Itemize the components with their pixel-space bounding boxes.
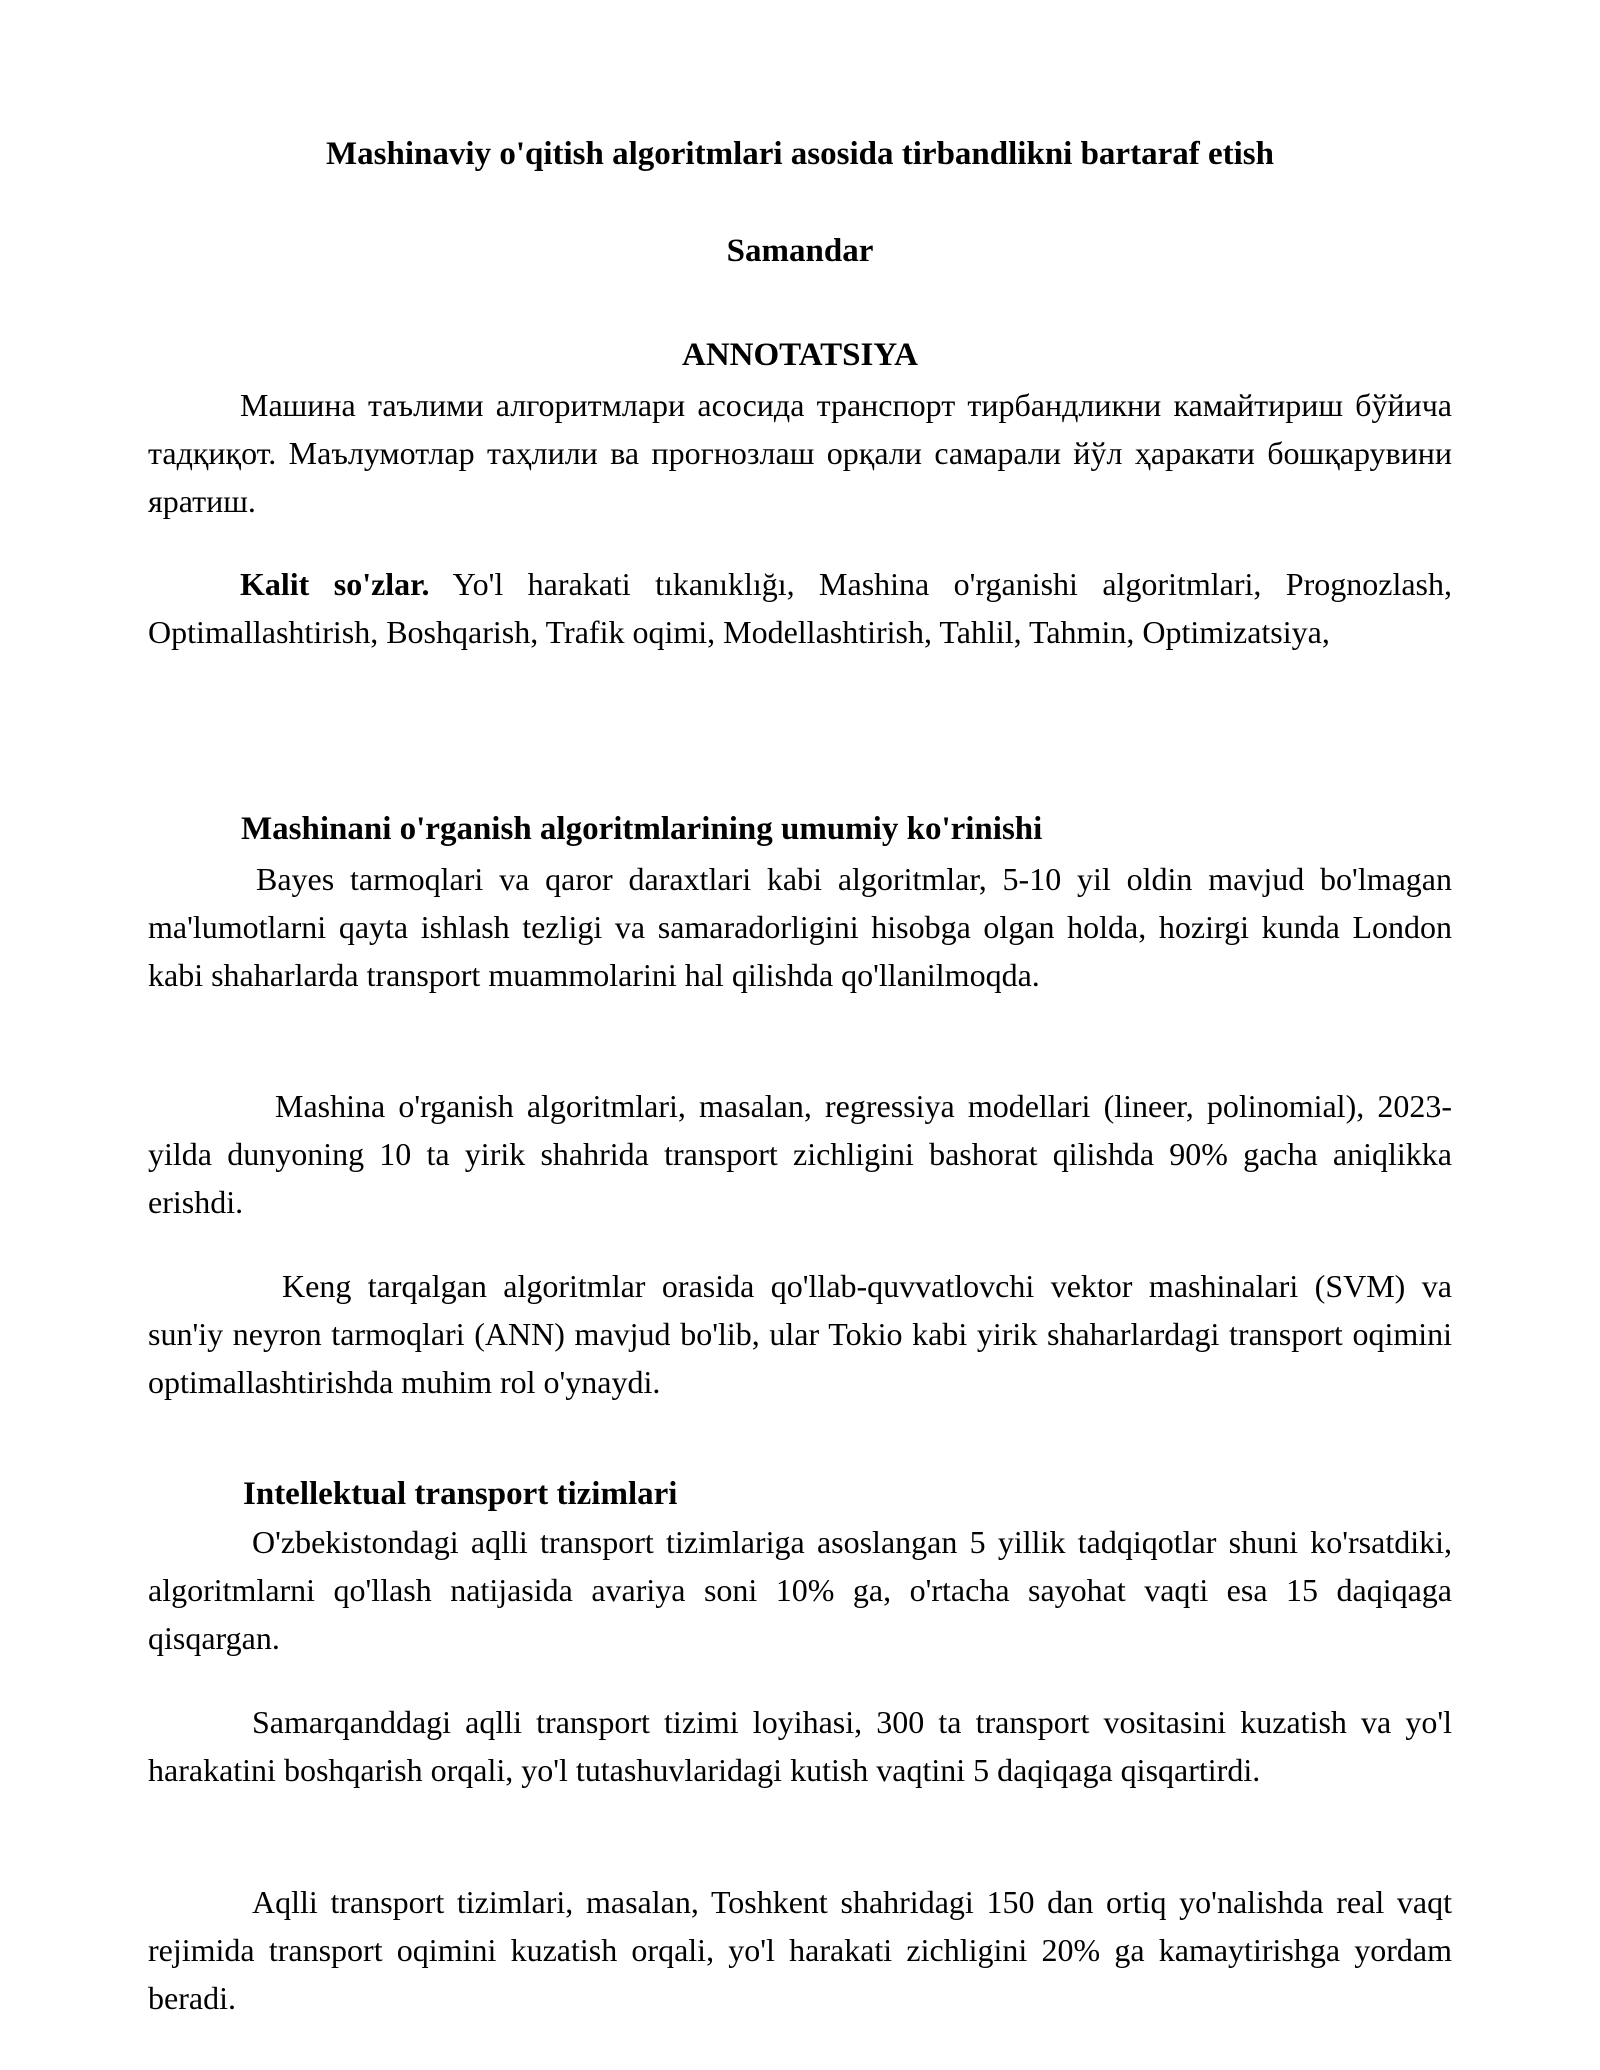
section-2-paragraph-2: Samarqanddagi aqlli transport tizimi loyihasi, 300 ta transport vositasini kuzatish va yo'l harakatini boshqarish orqali, yo'l tutashuvlaridagi kutish vaqtini 5 daqiqaga qisqartirdi. <box>148 1704 1452 1788</box>
keywords-text: Yo'l harakati tıkanıklığı, Mashina o'rganishi algoritmlari, Prognozlash, Optimallashtirish, Boshqarish, Trafik oqimi, Modellashtirish, Tahlil, Tahmin, Optimizatsiya, <box>148 566 1452 650</box>
abstract-text: Машина таълими алгоритмлари асосида транспорт тирбандликни камайтириш бўйича тадқиқот. Маълумотлар таҳлили ва прогнозлаш орқали самарали йўл ҳаракати бошқарувини яратиш. <box>148 387 1452 519</box>
section-heading-its: Intellektual transport tizimlari <box>243 1476 678 1512</box>
section-1-paragraph-3: Keng tarqalgan algoritmlar orasida qo'llab-quvvatlovchi vektor mashinalari (SVM) va sun'iy neyron tarmoqlari (ANN) mavjud bo'lib, ular Tokio kabi yirik shaharlardagi transport oqimini optimallashtirishda muhim rol o'ynaydi. <box>148 1268 1452 1400</box>
section-1-paragraph-1: Bayes tarmoqlari va qaror daraxtlari kabi algoritmlar, 5-10 yil oldin mavjud bo'lmagan ma'lumotlarni qayta ishlash tezligi va samaradorligini hisobga olgan holda, hozirgi kunda London kabi shaharlarda transport muammolarini hal qilishda qo'llanilmoqda. <box>148 861 1452 993</box>
paper-title: Mashinaviy o'qitish algoritmlari asosida tirbandlikni bartaraf etish <box>326 136 1274 172</box>
section-2-paragraph-3: Aqlli transport tizimlari, masalan, Toshkent shahridagi 150 dan ortiq yo'nalishda real vaqt rejimida transport oqimini kuzatish orqali, yo'l harakati zichligini 20% ga kamaytirishga yordam beradi. <box>148 1884 1452 2016</box>
section-1-paragraph-2: Mashina o'rganish algoritmlari, masalan, regressiya modellari (lineer, polinomial), 2023-yilda dunyoning 10 ta yirik shahrida transport zichligini bashorat qilishda 90% gacha aniqlikka erishdi. <box>148 1088 1452 1220</box>
keywords-label: Kalit so'zlar. <box>240 566 430 602</box>
keywords-paragraph <box>148 560 1452 656</box>
section-heading-ml-overview: Mashinani o'rganish algoritmlarining umumiy ko'rinishi <box>241 811 1043 847</box>
abstract-heading: ANNOTATSIYA <box>682 337 918 373</box>
author-name: Samandar <box>726 233 874 269</box>
section-2-paragraph-1: O'zbekistondagi aqlli transport tizimlariga asoslangan 5 yillik tadqiqotlar shuni ko'rsatdiki, algoritmlarni qo'llash natijasida avariya soni 10% ga, o'rtacha sayohat vaqti esa 15 daqiqaga qisqargan. <box>148 1524 1452 1656</box>
